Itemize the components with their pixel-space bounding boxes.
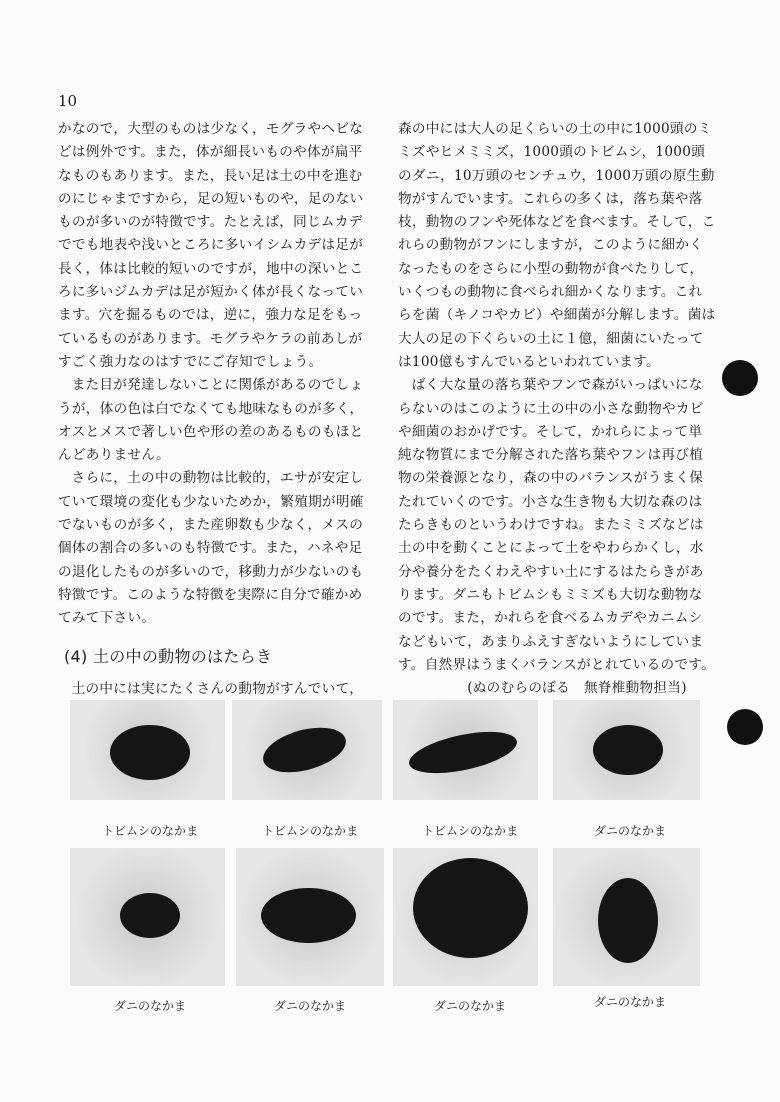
paragraph: さらに，土の中の動物は比較的，エサが安定していて環境の変化も少ないためか，繁殖期が明確でないものが多く，また産卵数も少なく，メスの個体の割合の多いのも特徴です。また，ハネや足の退化したものが多いので，移動力が少ないのも特徴です。このような特徴を実際に自分で確かめてみて下さい。 xyxy=(58,470,364,627)
paragraph: ばく大な量の落ち葉やフンで森がいっぱいにならないのはこのように土の中の小さな動物やカビや細菌のおかげです。そして，かれらによって単純な物質にまで分解された落ち葉やフンは再び植物の栄養源となり，森の中のバランスがうまく保たれていくのです。小さな生き物も大切な森のはたらきものというわけですね。またミミズなどは土の中を動くことによって土をやわらかくし，水分や養分をたくわえやすい土にするはたらきがあります。ダニもトビムシもミミズも大切な動物なのです。また，かれらを食べるムカデやカニムシなどもいて，あまりふえすぎないようにしています。自然界はうまくバランスがとれているのです。 xyxy=(398,377,715,673)
paragraph: かなので，大型のものは少なく，モグラやヘビなどは例外です。また，体が細長いものや体が扁平なものもあります。また，長い足は土の中を進むのにじゃまですから，足の短いものや，足のないものが多いのが特徴です。たとえば，同じムカデででも地表や浅いところに多いイシムカデは足が長く，体は比較的短いのですが，地中の深いところに多いジムカデは足が短かく体が長くなっています。穴を掘るものでは，逆に，強力な足をもっているものがあります。モグラやケラの前あしがすごく強力なのはすでにご存知でしょう。 xyxy=(58,121,364,370)
photo-caption: ダニのなかま xyxy=(273,999,346,1013)
page-number: 10 xyxy=(58,92,78,110)
photo-mite-1 xyxy=(553,700,700,800)
author-signature: (ぬのむらのぼる 無脊椎動物担当) xyxy=(467,680,687,697)
photo-caption: トビムシのなかま xyxy=(421,824,518,838)
photo-caption: トビムシのなかま xyxy=(101,824,198,838)
right-column xyxy=(398,118,716,700)
binding-hole-mark xyxy=(727,709,763,745)
photo-caption: トビムシのなかま xyxy=(261,824,358,838)
photo-mite-5 xyxy=(553,848,700,986)
photo-springtail-2 xyxy=(232,700,382,800)
left-column xyxy=(58,118,376,701)
binding-hole-mark xyxy=(722,360,758,396)
paragraph: また目が発達しないことに関係があるのでしょうが，体の色は白でなくても地味なものが多く，オスとメスで著しい色や形の差のあるものもほとんどありません。 xyxy=(58,377,364,464)
photo-springtail-1 xyxy=(70,700,225,800)
photo-springtail-3 xyxy=(393,700,538,800)
paragraph: 土の中には実にたくさんの動物がすんでいて， xyxy=(71,680,364,697)
photo-caption: ダニのなかま xyxy=(593,824,666,838)
photo-caption: ダニのなかま xyxy=(593,995,666,1009)
photo-mite-2 xyxy=(70,848,225,986)
photo-mite-4 xyxy=(393,848,538,986)
photo-mite-3 xyxy=(236,848,384,986)
section-heading: (4) 土の中の動物のはたらき xyxy=(64,646,273,666)
paragraph: 森の中には大人の足くらいの土の中に1000頭のミミズやヒメミミズ，1000頭のトビムシ，1000頭のダニ，10万頭のセンチュウ，1000万頭の原生動物がすんでいます。これらの多くは，落ち葉や落枝，動物のフンや死体などを食べます。そして，これらの動物がフンにしますが，このように細かくなったものをさらに小型の動物が食べたりして，いくつもの動物に食べられ細かくなります。これらを菌（キノコやカビ）や細菌が分解します。菌は大人の足の下くらいの土に１億，細菌にいたっては100億もすんでいるといわれています。 xyxy=(398,121,716,370)
photo-caption: ダニのなかま xyxy=(113,999,186,1013)
photo-caption: ダニのなかま xyxy=(433,999,506,1013)
